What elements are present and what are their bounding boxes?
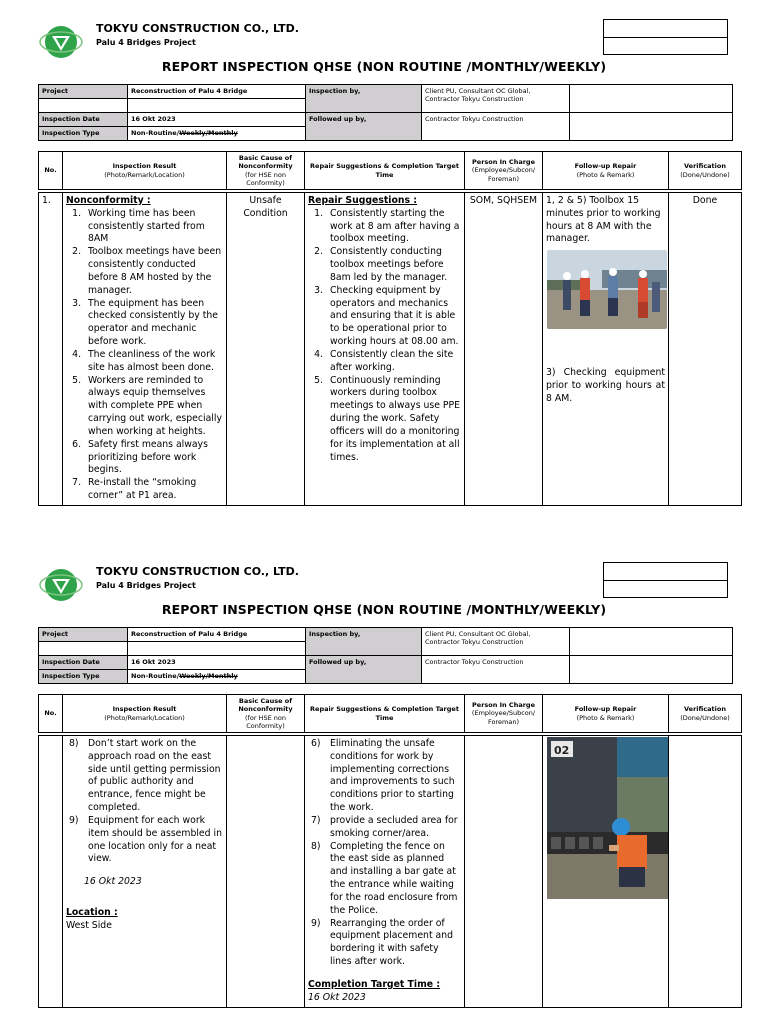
repair-title: Repair Suggestions :	[308, 195, 417, 206]
inspection-date-note: 16 Okt 2023	[84, 876, 142, 888]
inspection-date-label: Inspection Date	[39, 656, 128, 670]
col-repair-suggestions: Repair Suggestions & Completion Target Time	[305, 695, 465, 733]
toolbox-meeting-photo	[547, 250, 667, 329]
inspection-date-value: 16 Okt 2023	[128, 113, 306, 127]
company-name: TOKYU CONSTRUCTION CO., LTD.	[96, 565, 299, 578]
nonconformity-item: 6. Safety first means always prioritizing before work begins.	[84, 439, 223, 477]
report-title: REPORT INSPECTION QHSE (NON ROUTINE /MONTHLY/WEEKLY)	[161, 602, 607, 617]
col-person-in-charge: Person In Charge (Employee/Subcon/ Foreman)	[465, 152, 543, 190]
col-no: No.	[39, 695, 63, 733]
nonconformity-item: 1. Working time has been consistently started from 8AM	[84, 208, 223, 246]
inspection-type-value: Non-Routine/Weekly/Monthly	[128, 670, 306, 684]
col-basic-cause: Basic Cause of Nonconformity (for HSE non Conformity)	[227, 695, 305, 733]
col-no: No.	[39, 152, 63, 190]
repair-item: 4. Consistently clean the site after working.	[326, 349, 461, 375]
followed-up-label: Followed up by,	[306, 656, 422, 684]
list-item: 6) Eliminating the unsafe conditions for work by implementing corrections and improvements to such conditions prior to starting the work.	[311, 738, 455, 814]
company-name: TOKYU CONSTRUCTION CO., LTD.	[96, 22, 299, 35]
inspection-by-label: Inspection by,	[306, 628, 422, 656]
col-follow-up-repair: Follow-up Repair (Photo & Remark)	[543, 152, 669, 190]
location-title: Location :	[66, 907, 118, 919]
col-inspection-result: Inspection Result (Photo/Remark/Location)	[63, 695, 227, 733]
col-verification: Verification (Done/Undone)	[669, 695, 742, 733]
row-number: 1.	[39, 193, 63, 506]
completion-date: 16 Okt 2023	[308, 991, 366, 1003]
document-number-box	[603, 562, 728, 598]
inspection-type-label: Inspection Type	[39, 127, 128, 141]
col-verification: Verification (Done/Undone)	[669, 152, 742, 190]
inspection-type-label: Inspection Type	[39, 670, 128, 684]
location-value: West Side	[66, 919, 112, 931]
list-item: 8) Completing the fence on the east side as planned and installing a bar gate at the entrance while waiting for the road enclosure from the Police.	[311, 840, 458, 916]
project-name: Palu 4 Bridges Project	[96, 38, 196, 47]
inspection-result-cell	[63, 736, 227, 1008]
col-person-in-charge: Person In Charge (Employee/Subcon/ Foreman)	[465, 695, 543, 733]
inspection-result-list	[66, 738, 223, 866]
col-repair-suggestions: Repair Suggestions & Completion Target Time	[305, 152, 465, 190]
excavator-photo	[547, 737, 668, 899]
project-label: Project	[39, 85, 128, 99]
header-info-table	[38, 627, 733, 684]
nonconformity-title: Nonconformity :	[66, 195, 151, 206]
repair-item: 1. Consistently starting the work at 8 am after having a toolbox meeting.	[326, 208, 461, 246]
follow-up-text-1: 1, 2 & 5) Toolbox 15 minutes prior to working hours at 8 AM with the manager.	[546, 195, 661, 245]
list-item: 9) Rearranging the order of equipment placement and bordering it with safety lines after work.	[311, 917, 454, 968]
nonconformity-item: 5. Workers are reminded to always equip themselves with complete PPE when carrying out work, especially when working at heights.	[84, 375, 223, 439]
completion-title: Completion Target Time :	[308, 978, 441, 990]
repair-item: 2. Consistently conducting toolbox meetings before 8am led by the manager.	[326, 246, 461, 284]
followed-up-value: Contractor Tokyu Construction	[422, 113, 570, 141]
repair-item: 3. Checking equipment by operators and mechanics and ensuring that it is able to be operational prior to working hours at 08.00 am.	[326, 285, 461, 349]
inspection-result-cell	[63, 193, 227, 506]
project-value: Reconstruction of Palu 4 Bridge	[128, 85, 306, 99]
inspection-by-value: Client PU, Consultant OC Global, Contractor Tokyu Construction	[422, 628, 570, 656]
repair-suggestions-cell	[305, 193, 465, 506]
inspection-by-value: Client PU, Consultant OC Global, Contractor Tokyu Construction	[422, 85, 570, 113]
list-item: 7) provide a secluded area for smoking corner/area.	[311, 814, 458, 839]
inspection-by-label: Inspection by,	[306, 85, 422, 113]
verification-cell: Done	[669, 193, 742, 506]
report-page-2	[0, 543, 768, 1024]
col-follow-up-repair: Follow-up Repair (Photo & Remark)	[543, 695, 669, 733]
header-info-table	[38, 84, 733, 141]
followed-up-value: Contractor Tokyu Construction	[422, 656, 570, 684]
inspection-table	[38, 151, 742, 506]
company-logo-icon	[39, 563, 83, 607]
repair-item: 5. Continuously reminding workers during toolbox meetings to always use PPE during the work. Safety officers will do a monitoring for its implementation at all times.	[326, 375, 461, 465]
list-item: 8) Don’t start work on the approach road on the east side until getting permission of public authority and entrance, fence might be completed.	[69, 738, 221, 814]
nonconformity-item: 3. The equipment has been checked consistently by the operator and mechanic before work.	[84, 298, 223, 349]
person-in-charge-cell: SOM, SQHSEM	[465, 193, 543, 506]
table-row	[39, 736, 742, 1008]
photo-number-label: 02	[554, 744, 570, 757]
document-number-box	[603, 19, 728, 55]
nonconformity-item: 2. Toolbox meetings have been consistently conducted before 8 AM hosted by the manager.	[84, 246, 223, 297]
table-row	[39, 193, 742, 506]
company-logo-icon	[39, 20, 83, 64]
follow-up-text-2: 3) Checking equipment prior to working hours at 8 AM.	[546, 367, 665, 404]
nonconformity-item: 7. Re-install the “smoking corner” at P1 area.	[84, 477, 223, 503]
inspection-date-label: Inspection Date	[39, 113, 128, 127]
follow-up-cell	[543, 193, 669, 506]
followed-up-label: Followed up by,	[306, 113, 422, 141]
list-item: 9) Equipment for each work item should be assembled in one location only for a neat view.	[69, 814, 222, 865]
project-label: Project	[39, 628, 128, 642]
inspection-type-value: Non-Routine/Weekly/Monthly	[128, 127, 306, 141]
nonconformity-list	[66, 208, 223, 503]
repair-list	[308, 738, 461, 969]
basic-cause-cell: Unsafe Condition	[227, 193, 305, 506]
report-title: REPORT INSPECTION QHSE (NON ROUTINE /MONTHLY/WEEKLY)	[161, 59, 607, 74]
col-basic-cause: Basic Cause of Nonconformity (for HSE non Conformity)	[227, 152, 305, 190]
repair-suggestions-cell	[305, 736, 465, 1008]
inspection-date-value: 16 Okt 2023	[128, 656, 306, 670]
repair-list	[308, 208, 461, 465]
project-value: Reconstruction of Palu 4 Bridge	[128, 628, 306, 642]
follow-up-cell	[543, 736, 669, 1008]
nonconformity-item: 4. The cleanliness of the work site has almost been done.	[84, 349, 223, 375]
report-page-1	[0, 0, 768, 500]
inspection-table	[38, 694, 742, 1008]
col-inspection-result: Inspection Result (Photo/Remark/Location)	[63, 152, 227, 190]
project-name: Palu 4 Bridges Project	[96, 581, 196, 590]
